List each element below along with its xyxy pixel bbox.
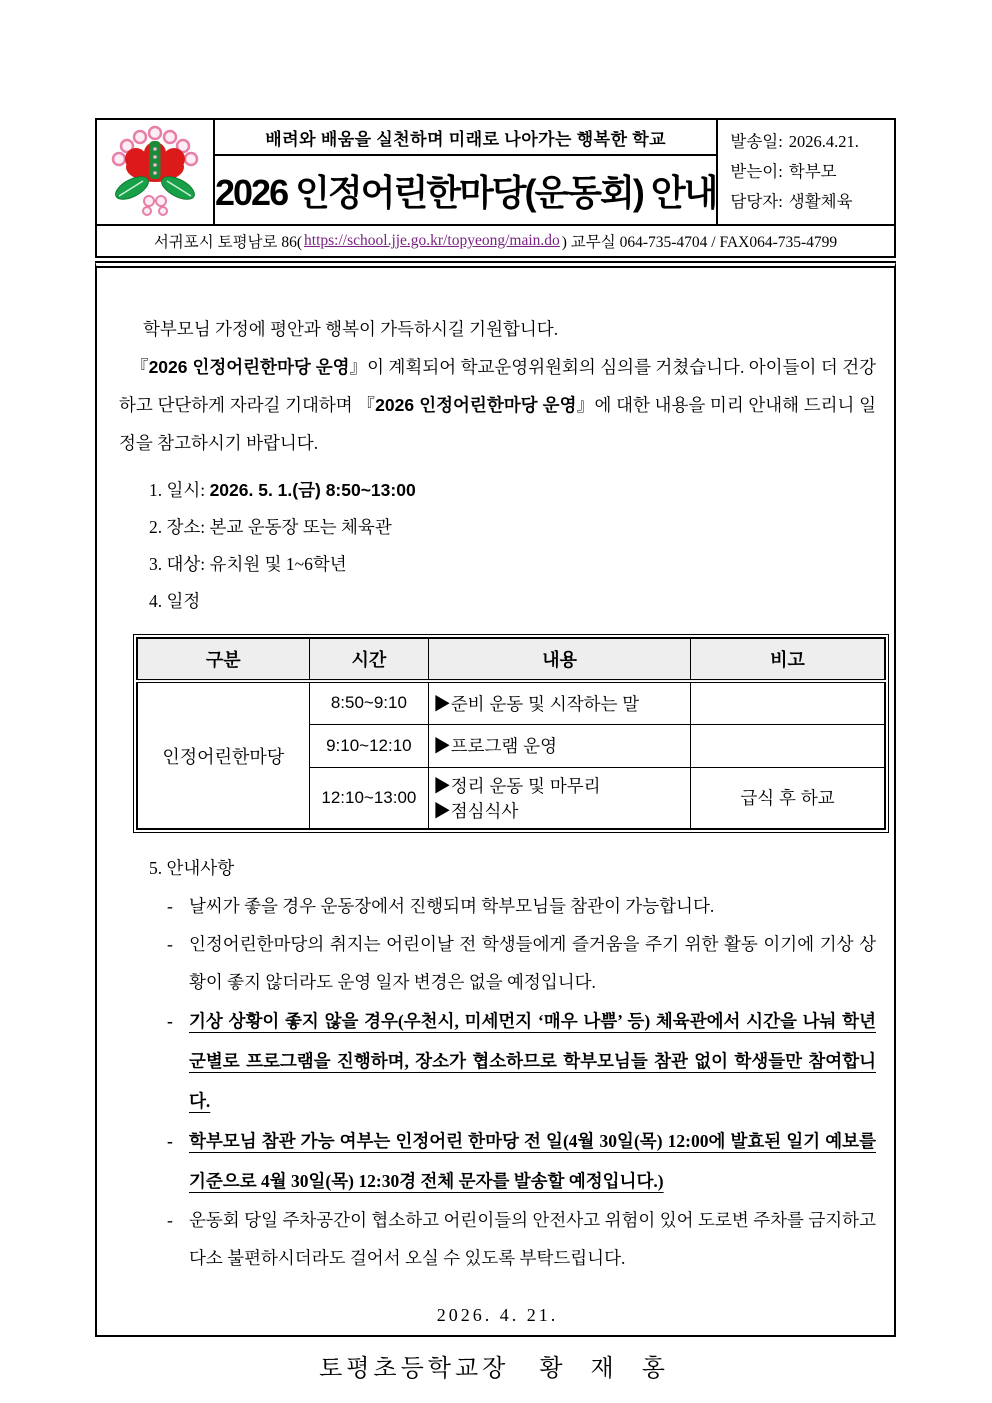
- schedule-time-3: 12:10~13:00: [309, 767, 429, 829]
- list-item-datetime: [149, 472, 876, 509]
- column-header-time: 시간: [309, 638, 429, 681]
- bullet-dash: -: [167, 1210, 173, 1230]
- bullet-text: 학부모님 참관 가능 여부는 인정어린 한마당 전 일(4월 30일(목) 12:00에 발효된 일기 예보를 기준으로 4월 30일(목) 12:30경 전체 문자를 발송할 예정입니다.): [189, 1131, 876, 1191]
- intro-paragraph: [119, 348, 876, 462]
- bullet-text: 기상 상황이 좋지 않을 경우(우천시, 미세먼지 ‘매우 나쁨’ 등) 체육관에서 시간을 나눠 학년군별로 프로그램을 진행하며, 장소가 협소하므로 학부모님들 참관 없이 학생들만 참여합니다.: [189, 1011, 876, 1111]
- recipient-line: [730, 157, 896, 187]
- list-item-schedule: 4. 일정: [149, 591, 201, 611]
- intro-bold-1: 2026 인정어린한마당 운영: [148, 357, 350, 377]
- notice-bullet-attendance-sms: [167, 1121, 876, 1201]
- list-item-datetime-value: 2026. 5. 1.(금) 8:50~13:00: [209, 480, 416, 500]
- schedule-table: [136, 637, 886, 830]
- notice-bullet-bad-weather-plan: [167, 1001, 876, 1121]
- bullet-dash: -: [167, 896, 173, 916]
- intro-tail: 』에 대한 내용을 미리 안내해 드리니 일정을 참고하시기 바랍니다.: [119, 395, 877, 453]
- school-address-row: [97, 224, 894, 256]
- document-header: [95, 118, 896, 258]
- intro-bold-2: 2026 인정어린한마당 운영: [375, 395, 577, 415]
- principal-title: 토평초등학교장: [319, 1356, 510, 1382]
- schedule-content-2: ▶프로그램 운영: [429, 724, 691, 767]
- bullet-dash: -: [167, 934, 173, 954]
- manager-label: 담당자:: [730, 192, 783, 211]
- list-item-target: 3. 대상: 유치원 및 1~6학년: [149, 554, 347, 574]
- bullet-text: 운동회 당일 주차공간이 협소하고 어린이들의 안전사고 위험이 있어 도로변 주차를 금지하고 다소 불편하시더라도 걸어서 오실 수 있도록 부탁드립니다.: [189, 1210, 876, 1268]
- principal-signature: [119, 1348, 876, 1383]
- sent-date-label: 발송일:: [730, 132, 783, 151]
- schedule-time-2: 9:10~12:10: [309, 724, 429, 767]
- header-title-column: [215, 120, 718, 224]
- manager-line: [730, 187, 896, 217]
- greeting-paragraph: 학부모님 가정에 평안과 행복이 가득하시길 기원합니다.: [143, 319, 559, 339]
- schedule-note-2: [691, 724, 886, 767]
- schedule-content-3-line1: ▶정리 운동 및 마무리: [433, 775, 601, 796]
- list-item-datetime-label: 1. 일시:: [149, 480, 210, 500]
- schedule-note-3: 급식 후 하교: [691, 767, 886, 829]
- schedule-group-label: 인정어린한마당: [137, 681, 309, 829]
- intro-open-bracket: 『: [131, 357, 149, 377]
- manager-value: 생활체육: [788, 192, 853, 211]
- school-logo: [97, 120, 215, 224]
- list-item-place: 2. 장소: 본교 운동장 또는 체육관: [149, 517, 392, 537]
- notice-bullet-purpose: [167, 925, 876, 1001]
- school-slogan: 배려와 배움을 실천하며 미래로 나아가는 행복한 학교: [215, 120, 716, 156]
- schedule-time-1: 8:50~9:10: [309, 681, 429, 724]
- recipient-value: 학부모: [788, 162, 837, 181]
- sent-date-value: 2026.4.21.: [788, 132, 859, 151]
- document-title: 2026 인정어린한마당(운동회) 안내: [215, 171, 717, 213]
- recipient-label: 받는이:: [730, 162, 783, 181]
- table-row: [137, 681, 885, 724]
- schedule-header-row: [137, 638, 885, 681]
- sent-date-line: [730, 127, 896, 157]
- column-header-content: 내용: [429, 638, 691, 681]
- address-suffix: ) 교무실 064-735-4704 / FAX064-735-4799: [561, 234, 838, 251]
- header-main-row: [97, 120, 894, 224]
- bullet-dash: -: [167, 1131, 173, 1151]
- schedule-note-1: [691, 681, 886, 724]
- document-date: 2026. 4. 21.: [436, 1305, 559, 1325]
- notice-bullet-weather: [167, 887, 876, 925]
- intro-middle: 』이 계획되어 학교운영위원회의 심의를 거쳤습니다. 아이들이 더 건강하고 단단하게 자라길 기대하며 『: [119, 357, 877, 415]
- notice-heading: 5. 안내사항: [149, 858, 235, 878]
- principal-name: 황 재 홍: [539, 1356, 676, 1382]
- bullet-dash: -: [167, 1011, 173, 1031]
- header-info-column: [718, 120, 900, 224]
- column-header-group: 구분: [137, 638, 309, 681]
- address-prefix: 서귀포시 토평남로 86(: [153, 234, 303, 251]
- bullet-text: 인정어린한마당의 취지는 어린이날 전 학생들에게 즐거움을 주기 위한 활동 이기에 기상 상황이 좋지 않더라도 운영 일자 변경은 없을 예정입니다.: [189, 934, 876, 992]
- document-body: [95, 261, 896, 1382]
- school-flower-emblem-icon: [105, 123, 205, 221]
- notice-bullet-parking: [167, 1201, 876, 1277]
- school-website-link[interactable]: https://school.jje.go.kr/topyeong/main.do: [304, 232, 560, 249]
- bullet-text: 날씨가 좋을 경우 운동장에서 진행되며 학부모님들 참관이 가능합니다.: [189, 896, 715, 916]
- column-header-note: 비고: [691, 638, 886, 681]
- schedule-content-3-line2: ▶점심식사: [433, 800, 519, 821]
- schedule-content-3: [429, 767, 691, 829]
- schedule-table-wrapper: [133, 634, 889, 833]
- schedule-content-1: ▶준비 운동 및 시작하는 말: [429, 681, 691, 724]
- info-list: [149, 472, 876, 620]
